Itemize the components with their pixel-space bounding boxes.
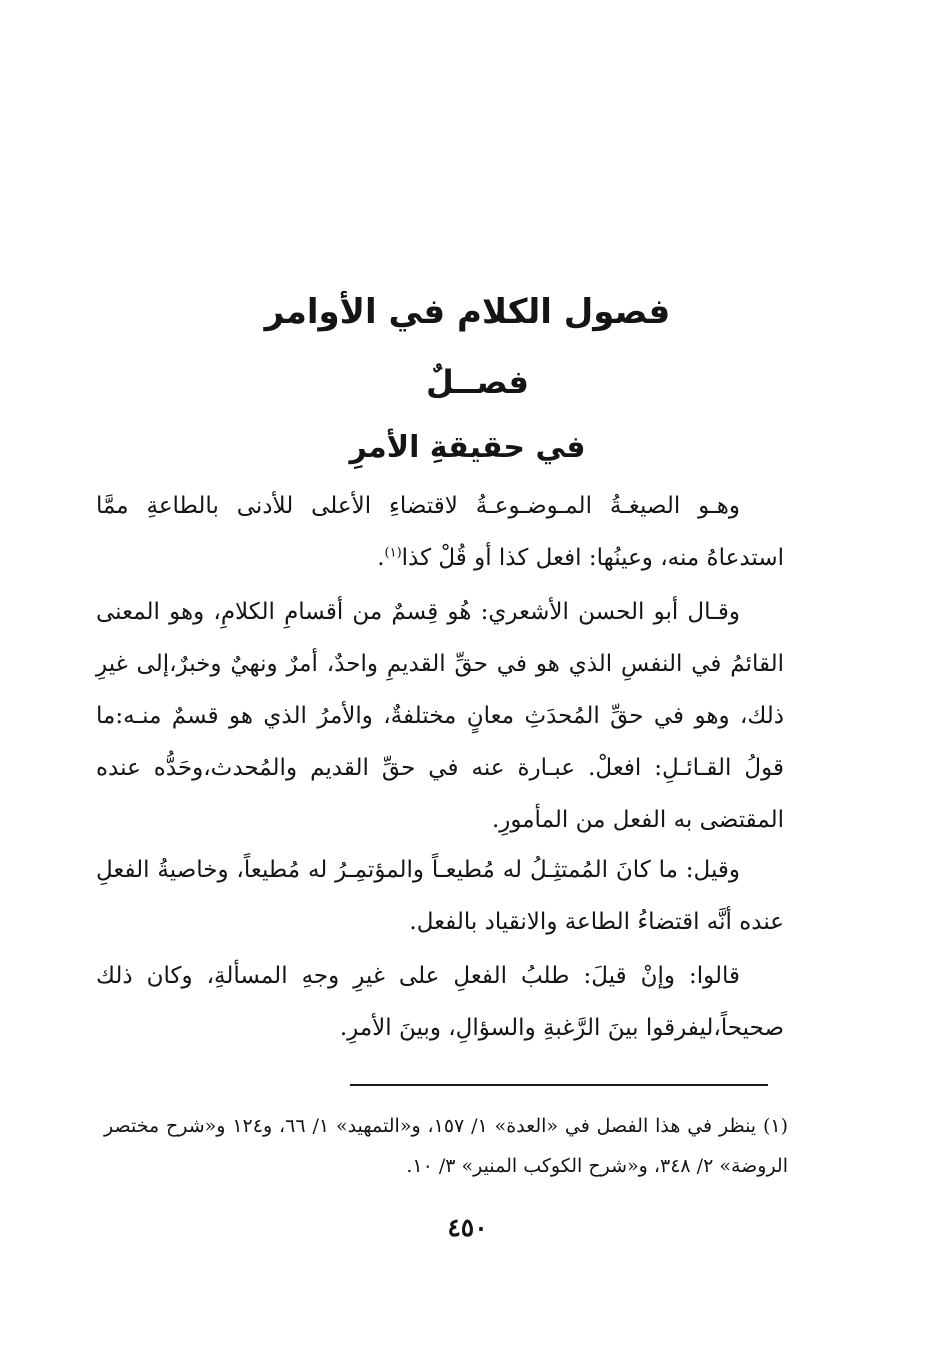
paragraph-tail: . [377, 545, 385, 571]
section-subtitle: في حقيقةِ الأمرِ [349, 430, 586, 465]
footnote-divider [350, 1084, 768, 1086]
section-label: فصــلٌ [426, 363, 529, 401]
footnote-marker: (١) [384, 545, 402, 561]
footnote: (١) ينظر في هذا الفصل في «العدة» ١/ ١٥٧، و«التمهيد» ١/ ٦٦، و١٢٤ و«شرح مختصر الروضة» ٢/ ٣٤٨، و«شرح الكوكب المنير» ٣/ ١٠. [104, 1115, 789, 1177]
paragraph-ashari: وقـال أبو الحسن الأشعري: هُو قِسمٌ من أقسامِ الكلامِ، وهو المعنى القائمُ في النفسِ الذي هو في حقِّ القديمِ واحدٌ، أمرٌ ونهيٌ وخبرٌ،إلى غيرِ ذلك، وهو في حقِّ المُحدَثِ معانٍ مختلفةٌ، والأمرُ الذي هو قسمٌ منـه:ما قولُ القـائـلِ: افعلْ. عبـارة عنه في حقِّ القديم والمُحدث،وحَدُّه عنده المقتضى به الفعل من المأمورِ. [96, 599, 784, 833]
chapter-title: فصول الكلام في الأوامر [264, 292, 671, 332]
page-number: ٤٥٠ [447, 1213, 488, 1242]
paragraph-qalu: قالوا: وإنْ قيلَ: طلبُ الفعلِ على غيرِ وجهِ المسألةِ، وكان ذلك صحيحاً،ليفرقوا بينَ الرَّغبةِ والسؤالِ، وبينَ الأمرِ. [96, 963, 784, 1041]
paragraph-definition [96, 480, 784, 584]
paragraph-text: وهـو الصيغـةُ المـوضـوعـةُ لاقتضاءِ الأعلى للأدنى بالطاعةِ ممَّا استدعاهُ منه، وعينُها: افعل كذا أو قُلْ كذا [96, 493, 784, 571]
paragraph-qila: وقيل: ما كانَ المُمتثِـلُ له مُطيعـاً والمؤتمِـرُ له مُطيعاً، وخاصيةُ الفعلِ عنده أنَّه اقتضاءُ الطاعة والانقياد بالفعل. [96, 857, 784, 935]
